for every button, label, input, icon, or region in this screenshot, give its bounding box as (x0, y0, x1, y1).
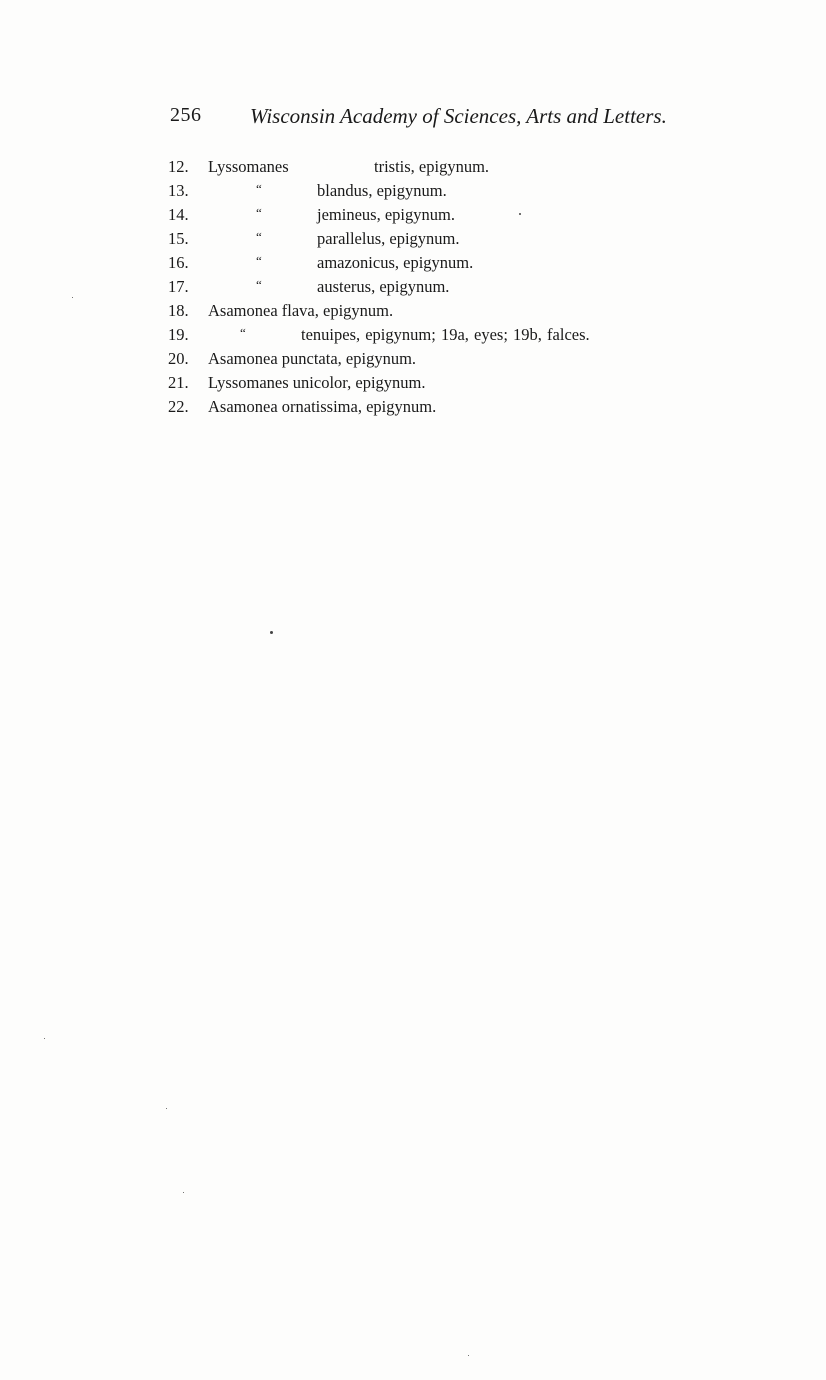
list-item (168, 299, 728, 323)
entry-number: 20. (168, 349, 189, 368)
ditto-mark: “ (256, 253, 262, 268)
entry-number: 16. (168, 253, 189, 272)
scan-speck (270, 631, 273, 634)
ditto-mark: “ (256, 181, 262, 196)
list-item (168, 323, 728, 347)
scan-speck (166, 1108, 167, 1109)
plate-explanation-list (168, 155, 728, 419)
entry-number: 14. (168, 205, 189, 224)
list-item (168, 227, 728, 251)
list-item (168, 371, 728, 395)
entry-number: 21. (168, 373, 189, 392)
entry-text: Asamonea punctata, epigynum. (208, 349, 417, 368)
ditto-mark: “ (256, 229, 262, 244)
scan-speck (519, 213, 521, 215)
ditto-mark: “ (240, 325, 246, 340)
entry-number: 13. (168, 181, 189, 200)
entry-number: 12. (168, 157, 189, 176)
entry-text: tenuipes, epigynum; 19a, eyes; 19b, falces. (301, 325, 590, 344)
entry-text: jemineus, epigynum. (317, 205, 455, 224)
entry-text: parallelus, epigynum. (317, 229, 460, 248)
scan-speck (44, 1038, 45, 1039)
ditto-mark: “ (256, 205, 262, 220)
entry-text: Lyssomanes unicolor, epigynum. (208, 373, 426, 392)
list-item (168, 251, 728, 275)
list-item (168, 347, 728, 371)
entry-text: austerus, epigynum. (317, 277, 450, 296)
list-item (168, 395, 728, 419)
list-item (168, 179, 728, 203)
entry-text: blandus, epigynum. (317, 181, 447, 200)
list-item (168, 203, 728, 227)
scan-speck (183, 1192, 184, 1193)
entry-genus: Lyssomanes (208, 157, 289, 176)
ditto-mark: “ (256, 277, 262, 292)
entry-number: 17. (168, 277, 189, 296)
scan-speck (468, 1355, 469, 1356)
entry-number: 22. (168, 397, 189, 416)
entry-text: tristis, epigynum. (374, 157, 490, 176)
running-head (170, 104, 730, 134)
entry-number: 18. (168, 301, 189, 320)
entry-text: Asamonea flava, epigynum. (208, 301, 394, 320)
list-item (168, 155, 728, 179)
entry-number: 19. (168, 325, 189, 344)
scan-speck (72, 297, 73, 298)
entry-number: 15. (168, 229, 189, 248)
page-number: 256 (170, 104, 202, 126)
entry-text: amazonicus, epigynum. (317, 253, 474, 272)
journal-title: Wisconsin Academy of Sciences, Arts and Letters. (250, 104, 667, 128)
list-item (168, 275, 728, 299)
entry-text: Asamonea ornatissima, epigynum. (208, 397, 437, 416)
